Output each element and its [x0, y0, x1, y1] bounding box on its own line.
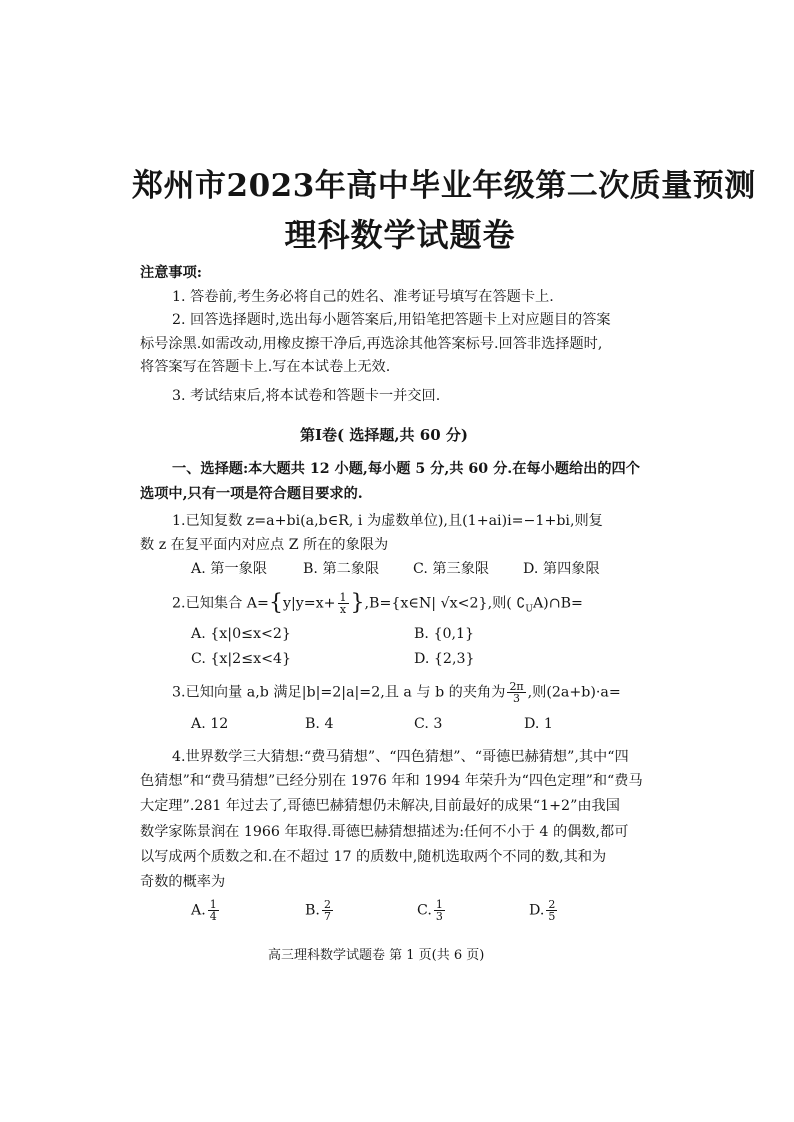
q1-option-a: A. 第一象限	[191, 561, 268, 577]
q3-text-1: 3.已知向量 a,b 满足|b|=2|a|=2,且 a 与 b 的夹角为	[172, 684, 506, 701]
notice-item-3: 3. 考试结束后,将本试卷和答题卡一并交回.	[172, 388, 441, 404]
q4-option-c-fraction	[434, 899, 445, 922]
q2-text-3: A)∩B=	[532, 595, 583, 612]
q3-fraction-numerator: 2π	[509, 680, 524, 693]
q4-line-6: 奇数的概率为	[140, 874, 226, 890]
intro-line-1: 一、选择题:本大题共 12 小题,每小题 5 分,共 60 分.在每小题给出的四个	[172, 461, 640, 477]
q4-option-b-numerator: 2	[323, 898, 331, 911]
q2-set-a-close-brace: }	[350, 590, 365, 616]
q1-line-2: 数 z 在复平面内对应点 Z 所在的象限为	[140, 537, 389, 553]
q1-line-1: 1.已知复数 z=a+bi(a,b∈R, i 为虚数单位),且(1+ai)i=−1+bi,则复	[172, 513, 603, 529]
q4-option-b	[305, 899, 335, 922]
q4-option-d-numerator: 2	[548, 898, 556, 911]
exam-subtitle: 理科数学试题卷	[284, 216, 516, 254]
notice-item-2-line-2: 标号涂黑.如需改动,用橡皮擦干净后,再选涂其他答案标号.回答非选择题时,	[140, 336, 603, 352]
q4-option-b-denominator: 7	[323, 910, 331, 923]
q2-text-2: ,B={x∈N| √x<2},则( ∁	[364, 595, 526, 612]
notice-heading: 注意事项:	[140, 265, 202, 281]
exam-title: 郑州市2023年高中毕业年级第二次质量预测	[132, 168, 756, 204]
q4-option-d-label: D.	[529, 902, 545, 919]
page-footer: 高三理科数学试题卷 第 1 页(共 6 页)	[268, 948, 485, 963]
q4-option-a	[191, 899, 221, 922]
q3-stem	[172, 681, 621, 704]
q4-option-c	[417, 899, 447, 922]
q3-fraction-denominator: 3	[513, 692, 521, 705]
q4-option-c-numerator: 1	[435, 898, 443, 911]
notice-item-2-line-1: 2. 回答选择题时,选出每小题答案后,用铅笔把答题卡上对应题目的答案	[172, 312, 611, 328]
q3-text-2: ,则(2a+b)·a=	[527, 684, 621, 701]
q2-option-b: B. {0,1}	[414, 626, 475, 642]
q4-option-d	[529, 899, 559, 922]
q2-fraction-numerator: 1	[339, 591, 347, 604]
q4-line-1: 4.世界数学三大猜想:“费马猜想”、“四色猜想”、“哥德巴赫猜想”,其中“四	[172, 749, 629, 765]
notice-item-1: 1. 答卷前,考生务必将自己的姓名、准考证号填写在答题卡上.	[172, 289, 554, 305]
q4-option-a-label: A.	[191, 902, 206, 919]
q2-option-c: C. {x|2≤x<4}	[191, 651, 292, 667]
q3-option-b: B. 4	[305, 716, 334, 732]
q2-set-a-text: y|y=x+	[282, 595, 336, 612]
q4-option-a-denominator: 4	[209, 910, 217, 923]
intro-line-2: 选项中,只有一项是符合题目要求的.	[140, 486, 363, 502]
q2-stem	[172, 592, 583, 619]
q4-option-c-denominator: 3	[435, 910, 443, 923]
q4-line-2: 色猜想”和“费马猜想”已经分别在 1976 年和 1994 年荣升为“四色定理”和“费马	[140, 773, 643, 789]
q2-subscript: U	[525, 604, 533, 615]
q1-option-d: D. 第四象限	[523, 561, 600, 577]
notice-item-2-line-3: 将答案写在答题卡上.写在本试卷上无效.	[140, 359, 391, 375]
q4-option-c-label: C.	[417, 902, 432, 919]
q2-option-d: D. {2,3}	[414, 651, 475, 667]
section-title: 第Ⅰ卷( 选择题,共 60 分)	[300, 426, 468, 444]
q2-text-1: 2.已知集合 A=	[172, 595, 269, 612]
q4-option-a-numerator: 1	[209, 898, 217, 911]
q2-fraction	[338, 592, 349, 615]
q4-option-a-fraction	[208, 899, 219, 922]
q2-option-a: A. {x|0≤x<2}	[191, 626, 291, 642]
q1-option-b: B. 第二象限	[303, 561, 380, 577]
q4-option-b-fraction	[322, 899, 333, 922]
q4-line-4: 数学家陈景润在 1966 年取得.哥德巴赫猜想描述为:任何不小于 4 的偶数,都可	[140, 824, 629, 840]
q3-fraction	[507, 681, 525, 704]
q3-option-a: A. 12	[191, 716, 229, 732]
q3-option-c: C. 3	[414, 716, 443, 732]
q2-fraction-denominator: x	[339, 603, 347, 616]
q4-line-5: 以写成两个质数之和.在不超过 17 的质数中,随机选取两个不同的数,其和为	[140, 849, 607, 865]
q4-option-d-denominator: 5	[548, 910, 556, 923]
q1-option-c: C. 第三象限	[413, 561, 490, 577]
q2-set-a-open-brace: {	[268, 590, 283, 616]
q4-option-b-label: B.	[305, 902, 320, 919]
q3-option-d: D. 1	[524, 716, 553, 732]
q4-option-d-fraction	[546, 899, 557, 922]
q4-line-3: 大定理”.281 年过去了,哥德巴赫猜想仍未解决,目前最好的成果“1+2”由我国	[140, 798, 620, 814]
